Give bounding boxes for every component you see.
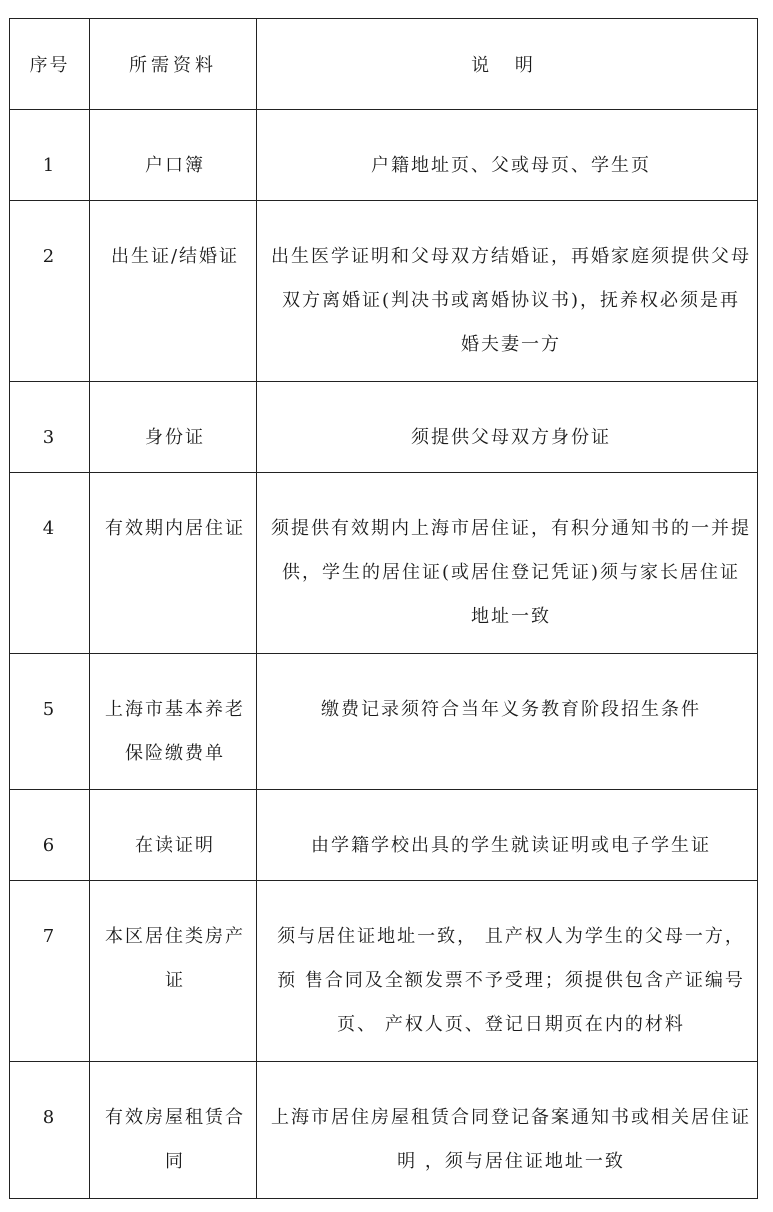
row-material: 有效房屋租赁合同 xyxy=(90,1062,257,1199)
table-row xyxy=(10,110,758,201)
row-number: 1 xyxy=(10,110,90,201)
row-number: 6 xyxy=(10,790,90,881)
table-row xyxy=(10,1062,758,1199)
row-description: 须提供有效期内上海市居住证，有积分通知书的一并提 供，学生的居住证(或居住登记凭证)须与家长居住证 地址一致 xyxy=(257,473,758,654)
table-row xyxy=(10,382,758,473)
row-description: 户籍地址页、父或母页、学生页 xyxy=(257,110,758,201)
row-material: 户口簿 xyxy=(90,110,257,201)
row-number: 5 xyxy=(10,654,90,790)
row-material: 在读证明 xyxy=(90,790,257,881)
row-material: 身份证 xyxy=(90,382,257,473)
row-material: 出生证/结婚证 xyxy=(90,201,257,382)
table-row xyxy=(10,881,758,1062)
header-description: 说 明 xyxy=(257,19,758,110)
table-row xyxy=(10,201,758,382)
row-material: 本区居住类房产证 xyxy=(90,881,257,1062)
table-header-row xyxy=(10,19,758,110)
row-description: 须提供父母双方身份证 xyxy=(257,382,758,473)
row-material: 有效期内居住证 xyxy=(90,473,257,654)
row-description: 须与居住证地址一致， 且产权人为学生的父母一方，预 售合同及全额发票不予受理；须提供包含产证编号页、 产权人页、登记日期页在内的材料 xyxy=(257,881,758,1062)
row-material: 上海市基本养老保险缴费单 xyxy=(90,654,257,790)
row-description: 上海市居住房屋租赁合同登记备案通知书或相关居住证 明 ，须与居住证地址一致 xyxy=(257,1062,758,1199)
row-number: 3 xyxy=(10,382,90,473)
row-description: 由学籍学校出具的学生就读证明或电子学生证 xyxy=(257,790,758,881)
header-material: 所需资料 xyxy=(90,19,257,110)
row-description: 出生医学证明和父母双方结婚证，再婚家庭须提供父母 双方离婚证(判决书或离婚协议书)，抚养权必须是再 婚夫妻一方 xyxy=(257,201,758,382)
row-number: 4 xyxy=(10,473,90,654)
table-row xyxy=(10,790,758,881)
requirements-table xyxy=(9,18,758,1199)
row-number: 2 xyxy=(10,201,90,382)
table-row xyxy=(10,654,758,790)
header-number: 序号 xyxy=(10,19,90,110)
row-number: 7 xyxy=(10,881,90,1062)
row-description: 缴费记录须符合当年义务教育阶段招生条件 xyxy=(257,654,758,790)
table-row xyxy=(10,473,758,654)
row-number: 8 xyxy=(10,1062,90,1199)
